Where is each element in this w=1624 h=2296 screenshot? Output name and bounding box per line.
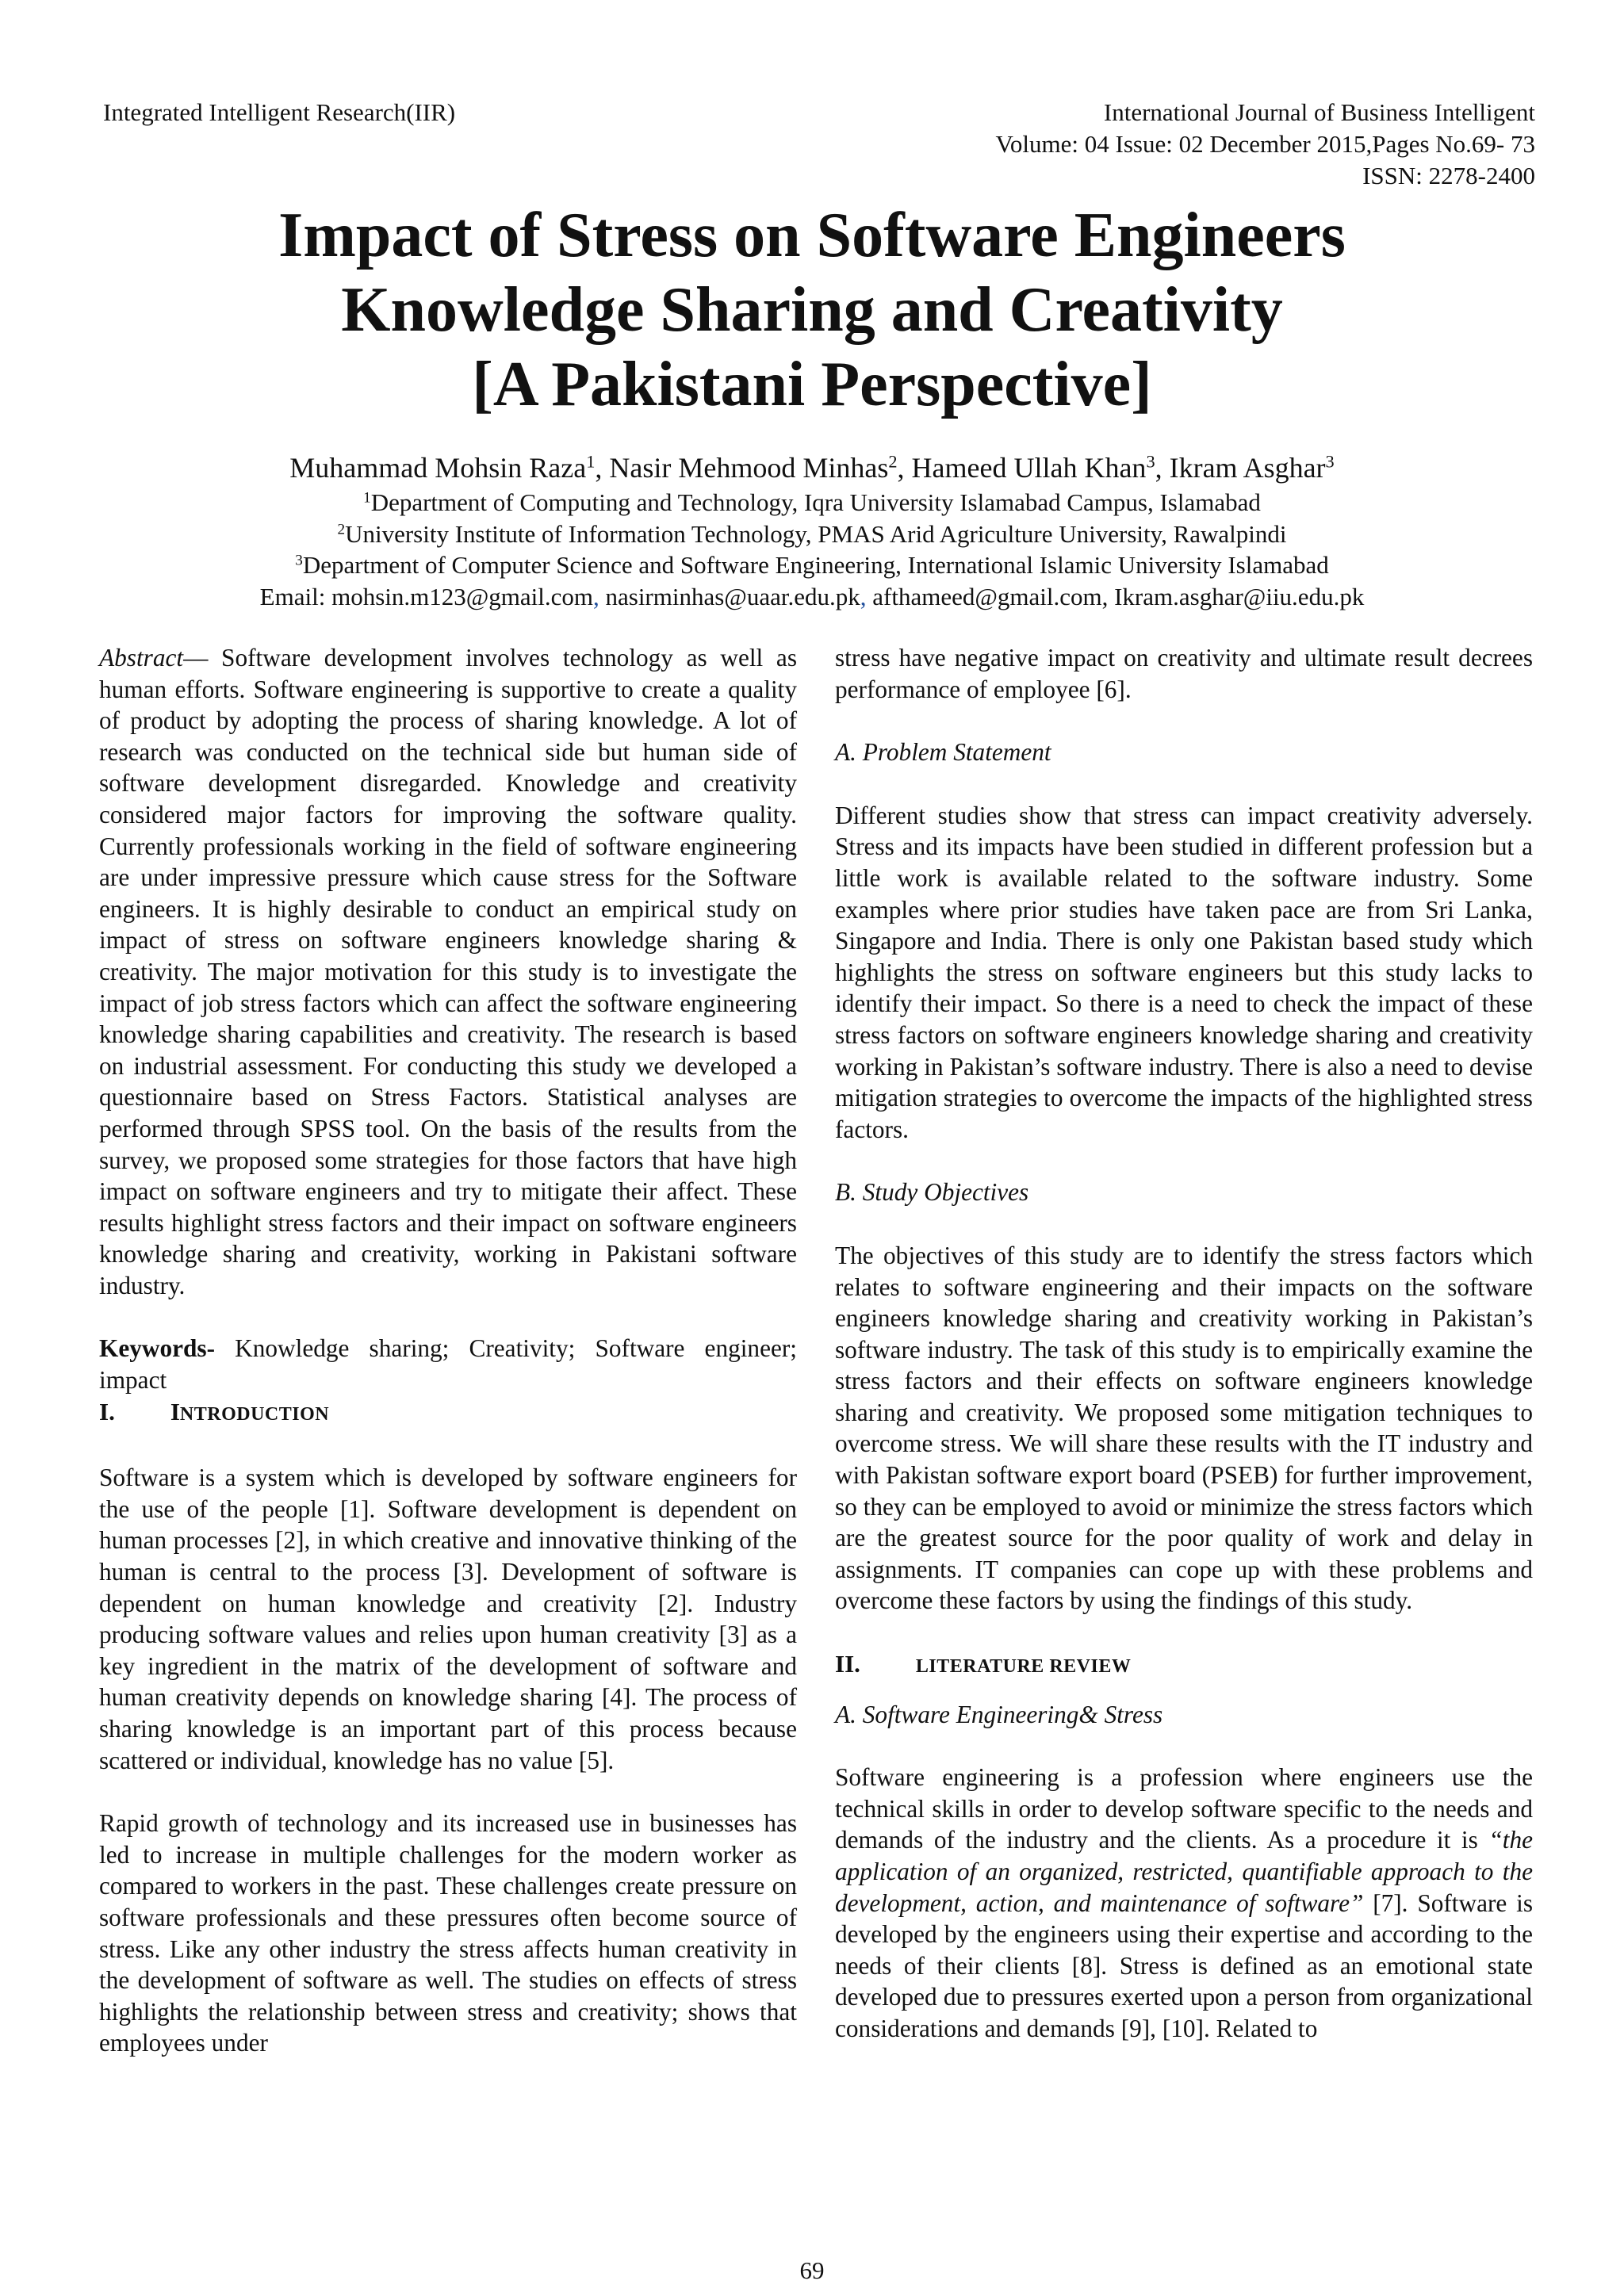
header-volume-issue: Volume: 04 Issue: 02 December 2015,Pages No.69- 73 — [995, 130, 1535, 158]
header-issn: ISSN: 2278-2400 — [1362, 162, 1535, 189]
header-left-text: Integrated Intelligent Research(IIR) — [103, 98, 456, 126]
author-4-sup: 3 — [1325, 451, 1335, 472]
se-paragraph-start: Software engineering is a profession where engineers use the technical skills in order to develop software specific to the needs and demands of the industry and the clients. As a procedure it is — [835, 1763, 1533, 1854]
author-2: , Nasir Mehmood Minhas — [595, 452, 889, 484]
se-quote: “the application of an organized, restricted, quantifiable approach to the development, action, and maintenance of software” — [835, 1826, 1533, 1917]
problem-statement-paragraph: Different studies show that stress can impact creativity adversely. Stress and its impacts have been studied in different profession but a little work is available related to the software industry. Some examples where prior studies have taken pace are from Sri Lanka, Singapore and India. There is only one Pakistan based study which highlights the stress on software engineers but this study lacks to identify their impact. So there is a need to check the impact of these stress factors on software engineers knowledge sharing and creativity working in Pakistan’s software industry. There is also a need to devise mitigation strategies to overcome the impacts of the highlighted stress factors. — [835, 801, 1533, 1143]
affiliation-3-text: Department of Computer Science and Software Engineering, International Islamic University Islamabad — [302, 551, 1329, 579]
email-label: Email: — [259, 582, 332, 610]
left-column — [99, 642, 797, 2059]
affiliation-2-text: University Institute of Information Technology, PMAS Arid Agriculture University, Rawalpindi — [345, 519, 1287, 548]
keywords — [99, 1333, 797, 1395]
email-separator-3: , — [1101, 582, 1115, 610]
email-2[interactable]: nasirminhas@uaar.edu.pk — [605, 582, 860, 610]
page-number: 69 — [799, 2256, 825, 2284]
affiliation-2-sup: 2 — [337, 520, 346, 538]
header-journal-name: International Journal of Business Intelligent — [1103, 98, 1535, 126]
software-engineering-paragraph — [835, 1762, 1533, 2044]
title-line-2: Knowledge Sharing and Creativity — [341, 275, 1283, 345]
journal-header-left — [103, 97, 455, 128]
section-2-title: LITERATURE REVIEW — [915, 1656, 1132, 1678]
email-4[interactable]: Ikram.asghar@iiu.edu.pk — [1114, 582, 1365, 610]
section-1-first-letter: I — [170, 1397, 180, 1425]
email-separator-2: , — [860, 582, 873, 610]
subsection-study-objectives: B. Study Objectives — [835, 1178, 1029, 1207]
right-column — [835, 642, 1533, 2045]
abstract-label: Abstract — [99, 644, 184, 672]
affiliation-2 — [0, 519, 1624, 550]
abstract-text: — Software development involves technology as well as human efforts. Software engineering is supportive to create a quality of product by adopting the process of sharing knowledge. A lot of research was conducted on the technical side but human side of software development disregarded. Knowledge and creativity considered major factors for improving the software quality. Currently professionals working in the field of software engineering are under impressive pressure which cause stress for the Software engineers. It is highly desirable to conduct an empirical study on impact of stress on software engineers knowledge sharing & creativity. The major motivation for this study is to investigate the impact of job stress factors which can affect the software engineering knowledge sharing capabilities and creativity. The research is based on industrial assessment. For conducting this study we developed a questionnaire based on Stress Factors. Statistical analyses are performed through SPSS tool. On the basis of the results from the survey, we proposed some strategies for those factors that have high impact on software engineers and try to mitigate their affect. These results highlight stress factors and their impact on software engineers knowledge sharing and creativity, working in Pakistani software industry. — [99, 644, 797, 1299]
section-heading-introduction — [99, 1396, 797, 1431]
affiliation-1-text: Department of Computing and Technology, Iqra University Islamabad Campus, Islamabad — [370, 488, 1261, 516]
abstract — [99, 642, 797, 1301]
affiliation-3-sup: 3 — [295, 552, 303, 569]
intro-paragraph-1: Software is a system which is developed by software engineers for the use of the people [1]. Software development is dependent on human processes [2], in which creative and innovative thinking of the human is central to the process [3]. Development of software is dependent on human knowledge and creativity [2]. Industry producing software values and relies upon human creativity [3] as a key ingredient in the matrix of the development of software and human creativity depends on knowledge sharing [4]. The process of sharing knowledge is an important part of this process because scattered or individual, knowledge has no value [5]. — [99, 1464, 797, 1774]
author-3-sup: 3 — [1146, 451, 1155, 472]
section-2-number: II. — [835, 1650, 860, 1678]
title-line-3: [A Pakistani Perspective] — [472, 350, 1152, 419]
author-list — [0, 450, 1624, 485]
study-objectives-paragraph: The objectives of this study are to identify the stress factors which relates to software engineering and their impacts on the software engineers knowledge sharing and creativity working in Pakistan’s software industry. The task of this study is to empirically examine the stress factors and their effects on software engineers knowledge sharing and creativity. We proposed some mitigation techniques to overcome stress. We will share these results with the IT industry and with Pakistan software export board (PSEB) for further improvement, so they can be employed to avoid or minimize the stress factors which are the greatest source for the poor quality of work and delay in assignments. IT companies can cope up with these problems and overcome these factors by using the findings of this study. — [835, 1241, 1533, 1615]
paper-title — [0, 198, 1624, 422]
affiliation-3 — [0, 549, 1624, 581]
affiliation-1-sup: 1 — [363, 489, 371, 507]
email-line — [0, 581, 1624, 613]
intro-paragraph-2: Rapid growth of technology and its increased use in businesses has led to increase in multiple challenges for the modern worker as compared to workers in the past. These challenges create pressure on software professionals and these pressures often become source of stress. Like any other industry the stress affects human creativity in the development of software as well. The studies on effects of stress highlights the relationship between stress and creativity; shows that employees under — [99, 1809, 797, 2057]
subsection-software-engineering-stress: A. Software Engineering& Stress — [835, 1700, 1163, 1728]
subsection-problem-statement: A. Problem Statement — [835, 738, 1051, 767]
journal-header-right — [996, 97, 1535, 192]
keywords-label: Keywords- — [99, 1334, 216, 1363]
section-heading-literature-review — [835, 1648, 1533, 1683]
section-1-number: I. — [99, 1397, 115, 1425]
email-3[interactable]: afthameed@gmail.com — [872, 582, 1102, 610]
intro-continuation: stress have negative impact on creativity and ultimate result decrees performance of employee [6]. — [835, 644, 1533, 703]
section-1-title: NTRODUCTION — [179, 1403, 330, 1425]
title-line-1: Impact of Stress on Software Engineers — [278, 201, 1346, 270]
author-1-sup: 1 — [586, 451, 596, 472]
affiliation-1 — [0, 487, 1624, 519]
keywords-text: Knowledge sharing; Creativity; Software engineer; impact — [99, 1334, 797, 1395]
author-3: , Hameed Ullah Khan — [897, 452, 1147, 484]
se-paragraph-end: [7]. Software is developed by the engineers using their expertise and according to the needs of their clients [8]. Stress is defined as an emotional state developed due to pressures exerted upon a person from organizational considerations and demands [9], [10]. Related to — [835, 1888, 1533, 2042]
email-separator-1: , — [593, 582, 606, 610]
affiliation-block — [0, 487, 1624, 612]
author-4: , Ikram Asghar — [1155, 452, 1326, 484]
author-2-sup: 2 — [888, 451, 898, 472]
author-1: Muhammad Mohsin Raza — [289, 452, 587, 484]
email-1[interactable]: mohsin.m123@gmail.com — [331, 582, 593, 610]
